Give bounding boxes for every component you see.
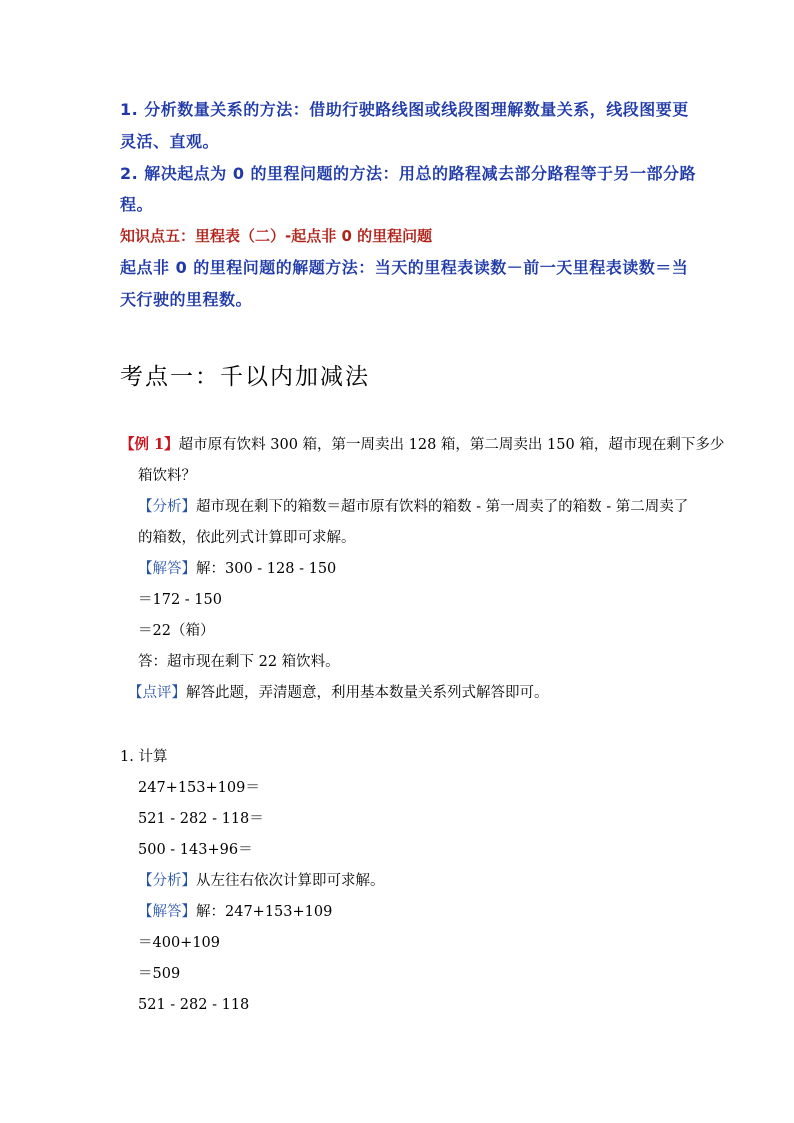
knowledge-point-5-title: 知识点五：里程表（二）-起点非 0 的里程问题 [120, 227, 433, 245]
summary-point-2-line-2: 程。 [120, 195, 154, 214]
exercise-1-answer-line-3: ＝509 [138, 966, 181, 982]
example-1-answer-line-2: ＝172 - 150 [138, 592, 222, 608]
exercise-1-answer-line-2: ＝400+109 [138, 935, 221, 951]
section-title: 考点一：千以内加减法 [120, 364, 370, 390]
example-1-analysis-line-2: 的箱数，依此列式计算即可求解。 [138, 530, 356, 546]
summary-point-2-line-1: 2. 解决起点为 0 的里程问题的方法：用总的路程减去部分路程等于另一部分路 [120, 164, 697, 183]
exercise-1-analysis [138, 874, 385, 889]
exercise-1-answer-line-1 [138, 905, 332, 920]
summary-point-3-line-1: 起点非 0 的里程问题的解题方法：当天的里程表读数－前一天里程表读数＝当 [120, 258, 689, 277]
exercise-1-answer-tag: 【解答】 [138, 904, 196, 920]
example-1-comment-text: 解答此题，弄清题意，利用基本数量关系列式解答即可。 [186, 685, 549, 701]
example-1-analysis-line-1 [138, 500, 688, 515]
exercise-1-title: 1. 计算 [120, 749, 168, 765]
example-1-question-line-1 [120, 438, 724, 453]
summary-point-1-line-1: 1. 分析数量关系的方法：借助行驶路线图或线段图理解数量关系，线段图要更 [120, 100, 689, 119]
example-1-analysis-text: 超市现在剩下的箱数＝超市原有饮料的箱数 - 第一周卖了的箱数 - 第二周卖了 [196, 499, 689, 515]
example-1-tag: 【例 1】 [120, 436, 179, 453]
example-1-question-line-2: 箱饮料？ [138, 468, 196, 484]
example-1-question-text: 超市原有饮料 300 箱，第一周卖出 128 箱，第二周卖出 150 箱，超市现在剩下多少 [178, 437, 725, 453]
exercise-1-answer-line-4: 521 - 282 - 118 [138, 997, 250, 1013]
exercise-1-analysis-text: 从左往右依次计算即可求解。 [196, 873, 385, 889]
example-1-answer-line-4: 答：超市现在剩下 22 箱饮料。 [138, 654, 340, 670]
exercise-1-expr-2: 521 - 282 - 118＝ [138, 811, 264, 827]
example-1-analysis-tag: 【分析】 [138, 499, 196, 515]
example-1-answer-line-1 [138, 562, 336, 577]
example-1-answer-tag: 【解答】 [138, 561, 196, 577]
example-1-answer-line-3: ＝22（箱） [138, 623, 215, 639]
exercise-1-expr-3: 500 - 143+96＝ [138, 842, 253, 858]
example-1-comment [128, 686, 549, 701]
exercise-1-analysis-tag: 【分析】 [138, 873, 196, 889]
exercise-1-expr-1: 247+153+109＝ [138, 780, 260, 796]
example-1-comment-tag: 【点评】 [128, 685, 186, 701]
exercise-1-answer-text: 解：247+153+109 [196, 904, 333, 920]
example-1-answer-text: 解：300 - 128 - 150 [196, 561, 337, 577]
summary-point-3-line-2: 天行驶的里程数。 [120, 290, 253, 309]
summary-point-1-line-2: 灵活、直观。 [120, 132, 220, 151]
